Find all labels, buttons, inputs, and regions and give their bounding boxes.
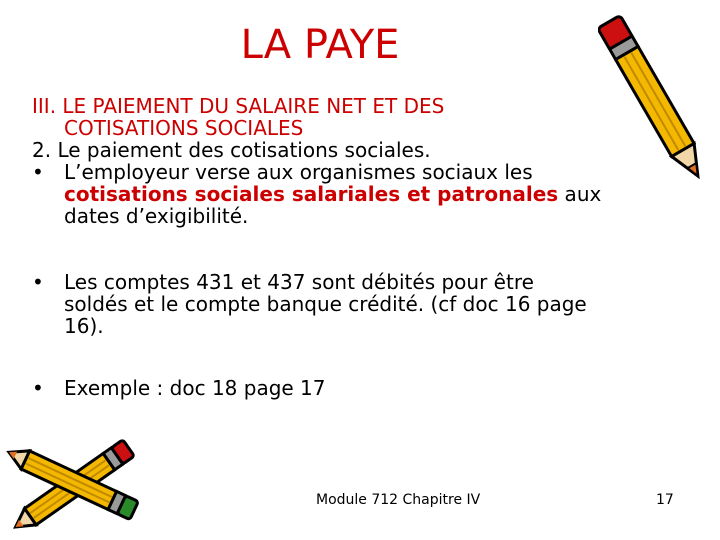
section-heading-line-2: COTISATIONS SOCIALES [64, 116, 304, 140]
crossed-pencils-icon [2, 430, 152, 538]
bullet-item-1 [32, 161, 642, 227]
slide-title: LA PAYE [240, 22, 400, 68]
slide-footer: Module 712 Chapitre IV [316, 492, 481, 508]
bullet-mark: • [32, 270, 44, 294]
bullet-2-line-1: Les comptes 431 et 437 sont débités pour être [64, 270, 534, 294]
bullet-mark: • [32, 160, 44, 184]
subheading: 2. Le paiement des cotisations sociales. [32, 138, 431, 162]
bullet-2-line-3: 16). [64, 314, 104, 338]
slide-body [32, 95, 642, 399]
page-number: 17 [656, 492, 674, 508]
bullet-item-3 [32, 377, 642, 399]
bullet-1-line-2 [64, 183, 642, 205]
bullet-1-line-3: dates d’exigibilité. [64, 204, 249, 228]
bullet-item-2 [32, 271, 642, 337]
bullet-2-line-2: soldés et le compte banque crédité. (cf doc 16 page [64, 292, 587, 316]
bullet-mark: • [32, 376, 44, 400]
section-heading-line-1: III. LE PAIEMENT DU SALAIRE NET ET DES [32, 94, 445, 118]
bullet-1-line-2-rest: aux [558, 182, 602, 206]
bullet-1-line-1: L’employeur verse aux organismes sociaux les [64, 160, 533, 184]
bullet-3-line-1: Exemple : doc 18 page 17 [64, 376, 326, 400]
pencil-icon [598, 4, 710, 200]
emphasis-text: cotisations sociales salariales et patronales [64, 182, 559, 206]
